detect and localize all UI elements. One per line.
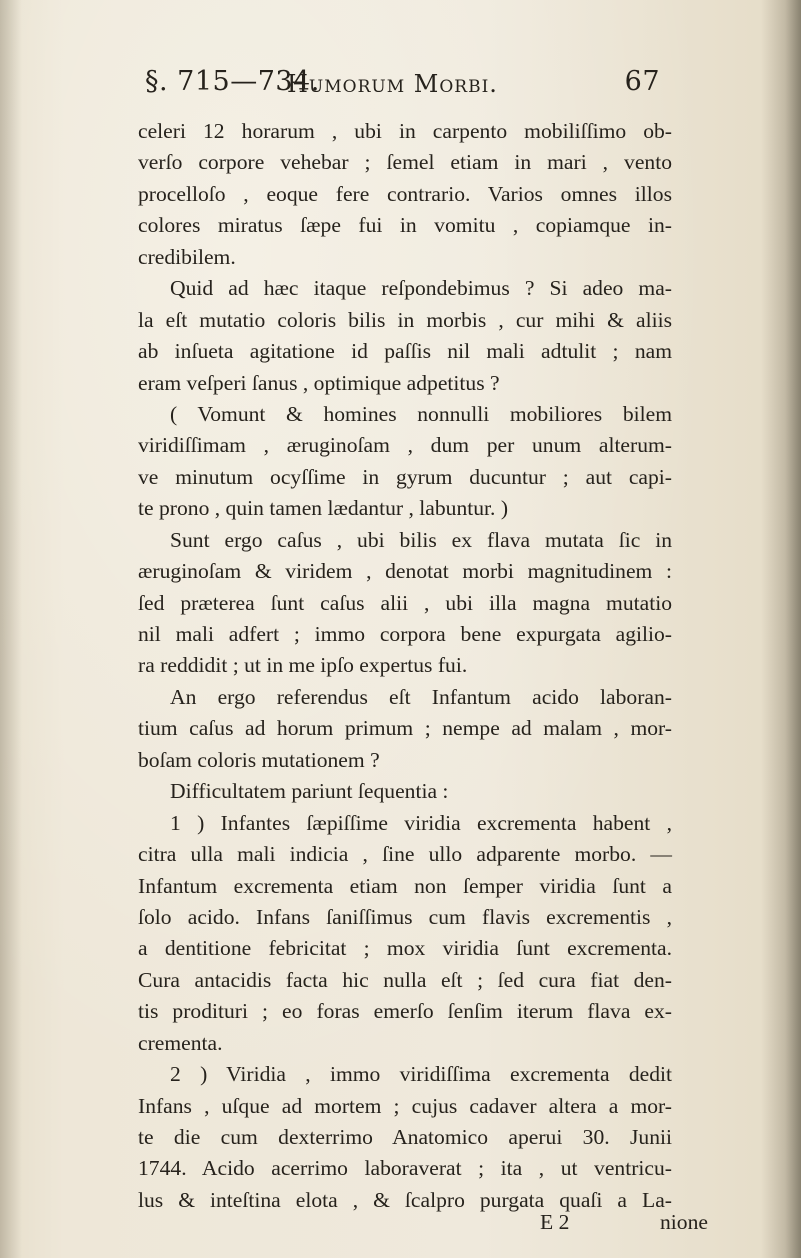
book-gutter-shadow bbox=[761, 0, 801, 1258]
text-line: te prono , quin tamen lædantur , labuntur. ) bbox=[138, 496, 509, 521]
text-line: verſo corpore vehebar ; ſemel etiam in mari , vento bbox=[138, 150, 672, 175]
text-line: 1 ) Infantes ſæpiſſime viridia excrementa habent , bbox=[170, 810, 672, 835]
text-line: tis prodituri ; eo foras emerſo ſenſim iterum flava ex- bbox=[138, 999, 672, 1024]
text-line: boſam coloris mutationem ? bbox=[138, 747, 380, 772]
page-footer bbox=[138, 1210, 708, 1241]
text-line: nil mali adfert ; immo corpora bene expurgata agilio- bbox=[138, 622, 672, 646]
text-line: æruginoſam & viridem , denotat morbi magnitudinem : bbox=[138, 559, 672, 584]
section-range: §. 715—734. bbox=[145, 66, 320, 97]
text-line: credibilem. bbox=[138, 244, 236, 269]
text-line: te die cum dexterrimo Anatomico aperui 30. Junii bbox=[138, 1125, 672, 1149]
text-line: ra reddidit ; ut in me ipſo expertus fui. bbox=[138, 653, 468, 678]
text-line: procelloſo , eoque fere contrario. Varios omnes illos bbox=[138, 181, 672, 206]
signature-mark: E 2 bbox=[540, 1210, 570, 1234]
text-line: Quid ad hæc itaque reſpondebimus ? Si adeo ma- bbox=[170, 276, 672, 301]
text-line: citra ulla mali indicia , ſine ullo adparente morbo. — bbox=[138, 842, 672, 867]
text-line: Infantum excrementa etiam non ſemper viridia ſunt a bbox=[138, 873, 672, 898]
text-line: a dentitione febricitat ; mox viridia ſunt excrementa. bbox=[138, 936, 672, 961]
text-line: ſed præterea ſunt caſus alii , ubi illa magna mutatio bbox=[138, 590, 672, 615]
text-line: 1744. Acido acerrimo laboraverat ; ita , ut ventricu- bbox=[138, 1156, 672, 1181]
text-line: Sunt ergo caſus , ubi bilis ex flava mutata ſic in bbox=[170, 527, 672, 552]
text-line: Infans , uſque ad mortem ; cujus cadaver altera a mor- bbox=[138, 1093, 672, 1118]
catchword: nione bbox=[660, 1210, 708, 1234]
running-header bbox=[145, 66, 660, 106]
running-title: Humorum Morbi. bbox=[287, 70, 498, 98]
page-number: 67 bbox=[624, 66, 660, 97]
text-line: ſolo acido. Infans ſaniſſimus cum flavis excrementis , bbox=[138, 904, 672, 929]
text-line: celeri 12 horarum , ubi in carpento mobiliſſimo ob- bbox=[138, 119, 672, 143]
text-line: tium caſus ad horum primum ; nempe ad malam , mor- bbox=[138, 716, 672, 741]
text-line: crementa. bbox=[138, 1030, 223, 1055]
text-line: lus & inteſtina elota , & ſcalpro purgata quaſi a La- bbox=[138, 1187, 672, 1212]
text-line: Difficultatem pariunt ſequentia : bbox=[170, 779, 449, 804]
text-line: la eſt mutatio coloris bilis in morbis , cur mihi & aliis bbox=[138, 307, 672, 332]
text-line: 2 ) Viridia , immo viridiſſima excrementa dedit bbox=[170, 1062, 672, 1087]
page-edge-shadow bbox=[0, 0, 22, 1258]
text-line: ( Vomunt & homines nonnulli mobiliores bilem bbox=[170, 401, 672, 426]
body-text bbox=[138, 116, 672, 1216]
text-line: viridiſſimam , æruginoſam , dum per unum alterum- bbox=[138, 433, 672, 458]
text-line: Cura antacidis facta hic nulla eſt ; ſed cura fiat den- bbox=[138, 967, 672, 992]
text-line: ab inſueta agitatione id paſſis nil mali adtulit ; nam bbox=[138, 339, 672, 364]
text-line: eram veſperi ſanus , optimique adpetitus ? bbox=[138, 370, 500, 395]
text-line: An ergo referendus eſt Infantum acido laboran- bbox=[170, 684, 672, 709]
text-line: ve minutum ocyſſime in gyrum ducuntur ; aut capi- bbox=[138, 464, 672, 489]
text-line: colores miratus ſæpe fui in vomitu , copiamque in- bbox=[138, 213, 672, 238]
